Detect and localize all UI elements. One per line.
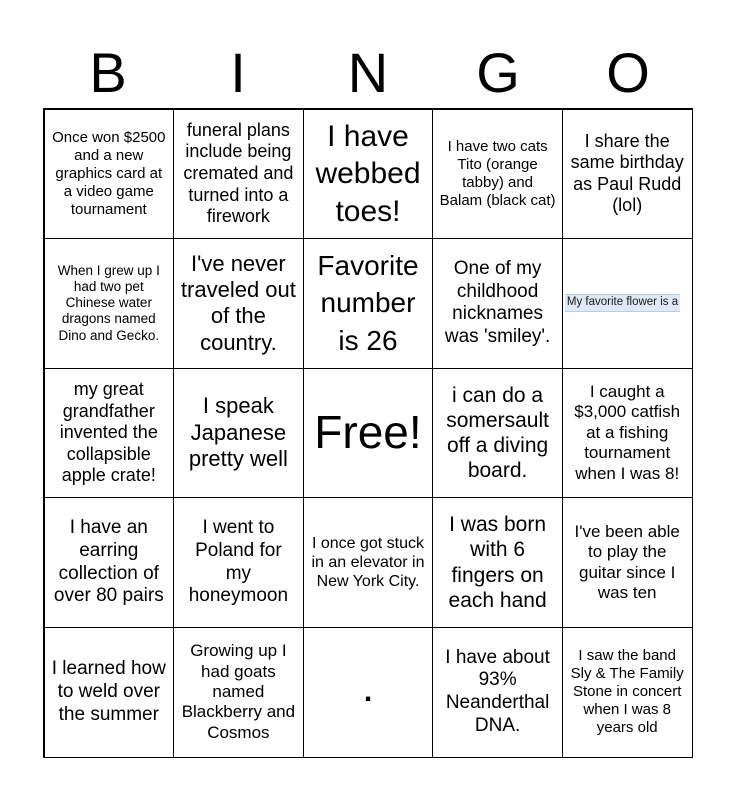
bingo-cell[interactable]: Once won $2500 and a new graphics card at a video game tournament (44, 109, 175, 240)
header-letter-o: O (606, 41, 650, 104)
bingo-cell[interactable]: I have two cats Tito (orange tabby) and Balam (black cat) (432, 109, 563, 240)
bingo-cell[interactable]: I have about 93% Neanderthal DNA. (432, 627, 563, 758)
bingo-cell[interactable]: . (303, 627, 434, 758)
bingo-cell[interactable]: my great grandfather invented the collapsible apple crate! (44, 368, 175, 499)
bingo-cell[interactable]: I caught a $3,000 catfish at a fishing tournament when I was 8! (562, 368, 693, 499)
bingo-cell[interactable]: When I grew up I had two pet Chinese water dragons named Dino and Gecko. (44, 238, 175, 369)
bingo-cell[interactable]: I have an earring collection of over 80 pairs (44, 497, 175, 628)
header-letter-b: B (89, 41, 127, 104)
header-letter-g: G (476, 41, 520, 104)
bingo-cell[interactable]: I once got stuck in an elevator in New York City. (303, 497, 434, 628)
bingo-cell[interactable]: I've been able to play the guitar since I was ten (562, 497, 693, 628)
bingo-cell[interactable]: One of my childhood nicknames was 'smiley'. (432, 238, 563, 369)
bingo-grid (43, 108, 693, 758)
bingo-cell[interactable]: I share the same birthday as Paul Rudd (lol) (562, 109, 693, 240)
bingo-cell[interactable] (562, 238, 693, 369)
bingo-cell[interactable]: I've never traveled out of the country. (173, 238, 304, 369)
flower-text: My favorite flower is a (565, 294, 680, 312)
bingo-cell[interactable]: Favorite number is 26 (303, 238, 434, 369)
free-cell[interactable]: Free! (303, 368, 434, 499)
bingo-cell[interactable]: I went to Poland for my honeymoon (173, 497, 304, 628)
bingo-cell[interactable]: I learned how to weld over the summer (44, 627, 175, 758)
header-letter-i: I (230, 41, 246, 104)
bingo-cell[interactable]: funeral plans include being cremated and turned into a firework (173, 109, 304, 240)
bingo-cell[interactable]: I saw the band Sly & The Family Stone in concert when I was 8 years old (562, 627, 693, 758)
bingo-cell[interactable]: I have webbed toes! (303, 109, 434, 240)
bingo-cell[interactable]: I was born with 6 fingers on each hand (432, 497, 563, 628)
header-letter-n: N (347, 41, 389, 104)
bingo-header (43, 38, 693, 108)
bingo-cell[interactable]: i can do a somersault off a diving board. (432, 368, 563, 499)
bingo-cell[interactable]: Growing up I had goats named Blackberry and Cosmos (173, 627, 304, 758)
bingo-cell[interactable]: I speak Japanese pretty well (173, 368, 304, 499)
